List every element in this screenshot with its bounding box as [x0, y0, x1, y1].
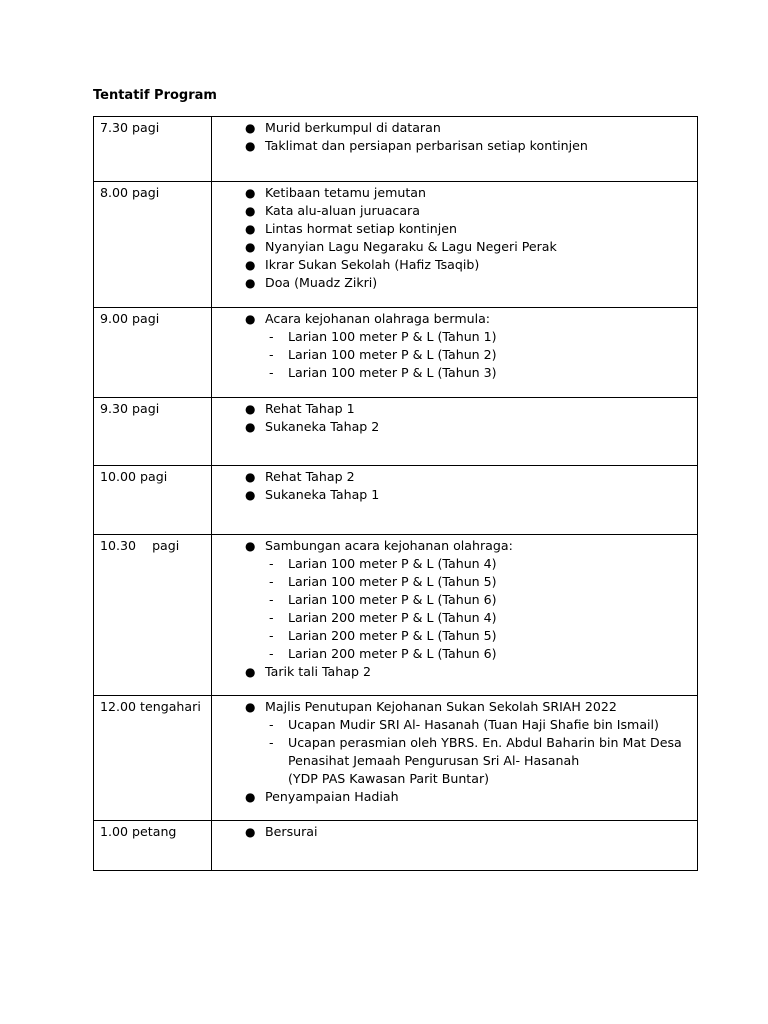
bullet-icon: ●	[245, 470, 256, 484]
activity-item	[212, 238, 697, 256]
activity-text: Tarik tali Tahap 2	[265, 664, 371, 679]
activity-item	[212, 823, 697, 841]
activity-item	[212, 184, 697, 202]
bullet-icon: ●	[245, 402, 256, 416]
bullet-icon: ●	[245, 700, 256, 714]
schedule-row	[94, 696, 698, 821]
activity-subitem	[212, 716, 697, 734]
activity-item	[212, 274, 697, 292]
activity-cell	[212, 182, 698, 308]
time-cell	[94, 182, 212, 308]
activity-text: Larian 200 meter P & L (Tahun 6)	[288, 646, 497, 661]
activity-text: (YDP PAS Kawasan Parit Buntar)	[288, 771, 490, 786]
activity-item	[212, 119, 697, 137]
dash-icon: -	[269, 365, 274, 380]
time-cell	[94, 821, 212, 871]
schedule-row	[94, 398, 698, 466]
activity-item	[212, 663, 697, 681]
activity-text: Bersurai	[265, 824, 318, 839]
activity-subitem	[212, 364, 697, 382]
dash-icon: -	[269, 646, 274, 661]
schedule-row	[94, 821, 698, 871]
activity-item	[212, 788, 697, 806]
activity-item	[212, 486, 697, 504]
activity-text: Majlis Penutupan Kejohanan Sukan Sekolah SRIAH 2022	[265, 699, 617, 714]
activity-item	[212, 468, 697, 486]
dash-icon: -	[269, 735, 274, 750]
bullet-icon: ●	[245, 222, 256, 236]
schedule-table	[93, 116, 698, 871]
time-cell	[94, 398, 212, 466]
activity-text: Ucapan Mudir SRI Al- Hasanah (Tuan Haji Shafie bin Ismail)	[288, 717, 659, 732]
bullet-icon: ●	[245, 240, 256, 254]
time-cell	[94, 535, 212, 696]
schedule-row	[94, 308, 698, 398]
dash-icon: -	[269, 592, 274, 607]
activity-text: Larian 100 meter P & L (Tahun 2)	[288, 347, 497, 362]
activity-text: Larian 200 meter P & L (Tahun 4)	[288, 610, 497, 625]
activity-subitem	[212, 609, 697, 627]
page-title: Tentatif Program	[93, 88, 217, 103]
schedule-row	[94, 117, 698, 182]
bullet-icon: ●	[245, 825, 256, 839]
activity-subitem	[212, 573, 697, 591]
bullet-icon: ●	[245, 276, 256, 290]
bullet-icon: ●	[245, 186, 256, 200]
activity-cell	[212, 696, 698, 821]
dash-icon: -	[269, 329, 274, 344]
activity-text: Larian 100 meter P & L (Tahun 1)	[288, 329, 497, 344]
activity-cell	[212, 821, 698, 871]
activity-text: Larian 100 meter P & L (Tahun 5)	[288, 574, 497, 589]
activity-subitem-continued	[212, 770, 697, 788]
activity-cell	[212, 117, 698, 182]
time-label: 8.00 pagi	[100, 185, 160, 200]
activity-text: Larian 100 meter P & L (Tahun 3)	[288, 365, 497, 380]
activity-item	[212, 202, 697, 220]
time-label: 12.00 tengahari	[100, 699, 201, 714]
activity-cell	[212, 308, 698, 398]
schedule-table-body	[94, 117, 698, 871]
activity-item	[212, 137, 697, 155]
activity-item	[212, 537, 697, 555]
activity-text: Acara kejohanan olahraga bermula:	[265, 311, 491, 326]
activity-text: Lintas hormat setiap kontinjen	[265, 221, 457, 236]
dash-icon: -	[269, 610, 274, 625]
bullet-icon: ●	[245, 539, 256, 553]
time-label: 9.00 pagi	[100, 311, 160, 326]
activity-subitem	[212, 627, 697, 645]
dash-icon: -	[269, 347, 274, 362]
activity-subitem	[212, 555, 697, 573]
activity-text: Larian 100 meter P & L (Tahun 6)	[288, 592, 497, 607]
activity-text: Murid berkumpul di dataran	[265, 120, 441, 135]
activity-text: Larian 100 meter P & L (Tahun 4)	[288, 556, 497, 571]
activity-subitem	[212, 645, 697, 663]
time-cell	[94, 696, 212, 821]
schedule-row	[94, 535, 698, 696]
time-label: 9.30 pagi	[100, 401, 160, 416]
activity-item	[212, 698, 697, 716]
activity-item	[212, 400, 697, 418]
activity-item	[212, 418, 697, 436]
activity-subitem	[212, 328, 697, 346]
activity-text: Kata alu-aluan juruacara	[265, 203, 420, 218]
time-label: 1.00 petang	[100, 824, 177, 839]
time-label: 10.30 pagi	[100, 538, 180, 553]
time-cell	[94, 308, 212, 398]
activity-item	[212, 256, 697, 274]
time-label: 7.30 pagi	[100, 120, 160, 135]
bullet-icon: ●	[245, 258, 256, 272]
activity-text: Penyampaian Hadiah	[265, 789, 399, 804]
activity-cell	[212, 466, 698, 535]
schedule-row	[94, 182, 698, 308]
activity-subitem-continued	[212, 752, 697, 770]
bullet-icon: ●	[245, 790, 256, 804]
activity-text: Larian 200 meter P & L (Tahun 5)	[288, 628, 497, 643]
activity-subitem	[212, 346, 697, 364]
time-cell	[94, 117, 212, 182]
activity-subitem	[212, 734, 697, 752]
bullet-icon: ●	[245, 204, 256, 218]
activity-text: Sukaneka Tahap 1	[265, 487, 380, 502]
dash-icon: -	[269, 556, 274, 571]
bullet-icon: ●	[245, 488, 256, 502]
dash-icon: -	[269, 717, 274, 732]
activity-text: Rehat Tahap 1	[265, 401, 355, 416]
schedule-row	[94, 466, 698, 535]
activity-text: Sukaneka Tahap 2	[265, 419, 380, 434]
bullet-icon: ●	[245, 665, 256, 679]
activity-text: Nyanyian Lagu Negaraku & Lagu Negeri Perak	[265, 239, 557, 254]
bullet-icon: ●	[245, 312, 256, 326]
activity-text: Sambungan acara kejohanan olahraga:	[265, 538, 513, 553]
dash-icon: -	[269, 628, 274, 643]
activity-text: Taklimat dan persiapan perbarisan setiap kontinjen	[265, 138, 588, 153]
activity-text: Ketibaan tetamu jemutan	[265, 185, 426, 200]
activity-text: Rehat Tahap 2	[265, 469, 355, 484]
time-label: 10.00 pagi	[100, 469, 168, 484]
dash-icon: -	[269, 574, 274, 589]
activity-item	[212, 220, 697, 238]
activity-text: Doa (Muadz Zikri)	[265, 275, 378, 290]
activity-text: Ucapan perasmian oleh YBRS. En. Abdul Baharin bin Mat Desa	[288, 735, 682, 750]
activity-text: Penasihat Jemaah Pengurusan Sri Al- Hasanah	[288, 753, 580, 768]
activity-cell	[212, 535, 698, 696]
time-cell	[94, 466, 212, 535]
bullet-icon: ●	[245, 420, 256, 434]
activity-text: Ikrar Sukan Sekolah (Hafiz Tsaqib)	[265, 257, 480, 272]
activity-item	[212, 310, 697, 328]
activity-subitem	[212, 591, 697, 609]
bullet-icon: ●	[245, 121, 256, 135]
bullet-icon: ●	[245, 139, 256, 153]
activity-cell	[212, 398, 698, 466]
